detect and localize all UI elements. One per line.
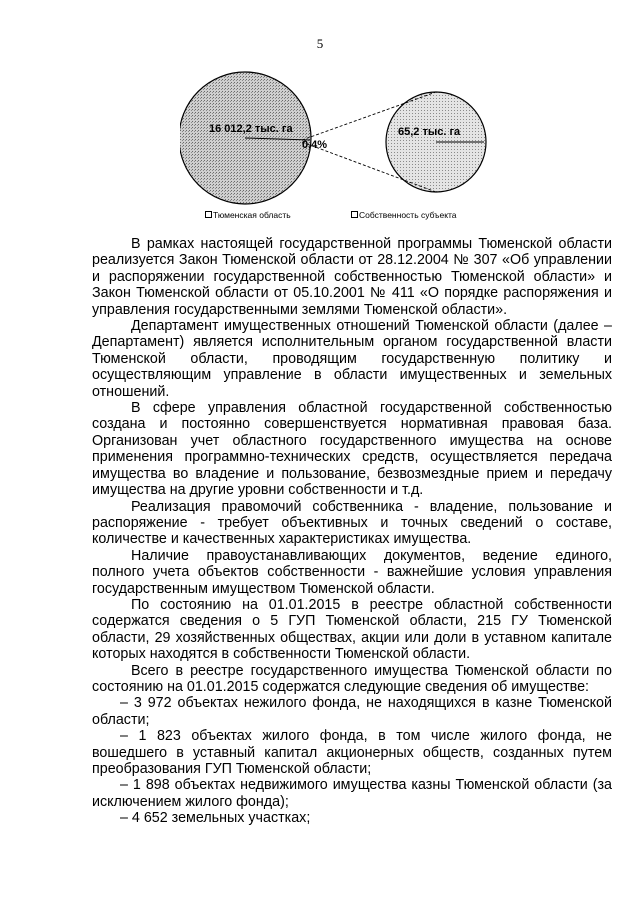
document-body [92, 236, 612, 827]
paragraph: Департамент имущественных отношений Тюменской области (далее – Департамент) является исполнительным органом государственной власти Тюменской области, проводящим государственную политику и осуществляющим управление в области имущественных и земельных отношений. [92, 318, 612, 400]
chart-graphic [180, 70, 500, 230]
pie-of-pie-chart [180, 70, 500, 230]
list-item: – 1 898 объектах недвижимого имущества казны Тюменской области (за исключением жилого фонда); [92, 777, 612, 810]
page-number: 5 [316, 36, 324, 51]
legend-label-subject: Собственность субъекта [359, 210, 457, 220]
legend-swatch-icon [205, 211, 212, 218]
list-item: – 1 823 объектах жилого фонда, в том числе жилого фонда, не вошедшего в уставный капитал акционерных обществ, созданных путем преобразования ГУП Тюменской области; [92, 728, 612, 777]
paragraph: Реализация правомочий собственника - владение, пользование и распоряжение - требует объективных и точных сведений о составе, количестве и качественных характеристиках имущества. [92, 498, 612, 548]
share-label: 0,4% [302, 139, 328, 151]
legend-item-subject [351, 210, 457, 220]
small-circle-label: 65,2 тыс. га [398, 126, 461, 138]
legend-item-region [205, 210, 291, 220]
paragraph: Наличие правоустанавливающих документов, ведение единого, полного учета объектов собственности - важнейшие условия управления государственным имуществом Тюменской области. [92, 547, 612, 597]
paragraph: В рамках настоящей государственной программы Тюменской области реализуется Закон Тюменской области от 28.12.2004 № 307 «Об управлении и распоряжении государственной собственностью Тюменской области» и Закон Тюменской области от 05.10.2001 № 411 «О порядке распоряжения и управления государственными землями Тюменской области». [92, 236, 612, 318]
paragraph: Всего в реестре государственного имущества Тюменской области по состоянию на 01.01.2015 содержатся следующие сведения об имуществе: [92, 662, 612, 695]
paragraph: По состоянию на 01.01.2015 в реестре областной собственности содержатся сведения о 5 ГУП Тюменской области, 215 ГУ Тюменской области, 29 хозяйственных обществах, акции или доли в уставном капитале которых находятся в собственности Тюменской области. [92, 596, 612, 663]
legend-swatch-icon [351, 211, 358, 218]
list-item: – 4 652 земельных участках; [120, 810, 311, 827]
legend-label-region: Тюменская область [213, 210, 291, 220]
large-circle-label: 16 012,2 тыс. га [209, 123, 293, 135]
list-item: – 3 972 объектах нежилого фонда, не находящихся в казне Тюменской области; [92, 695, 612, 728]
paragraph: В сфере управления областной государственной собственностью создана и постоянно совершенствуется нормативная правовая база. Организован учет областного государственного имущества на основе применения программно-технических средств, осуществляется передача имущества во владение и пользование, безвозмездные прием и передачу имущества на другие уровни собственности и т.д. [92, 400, 612, 499]
